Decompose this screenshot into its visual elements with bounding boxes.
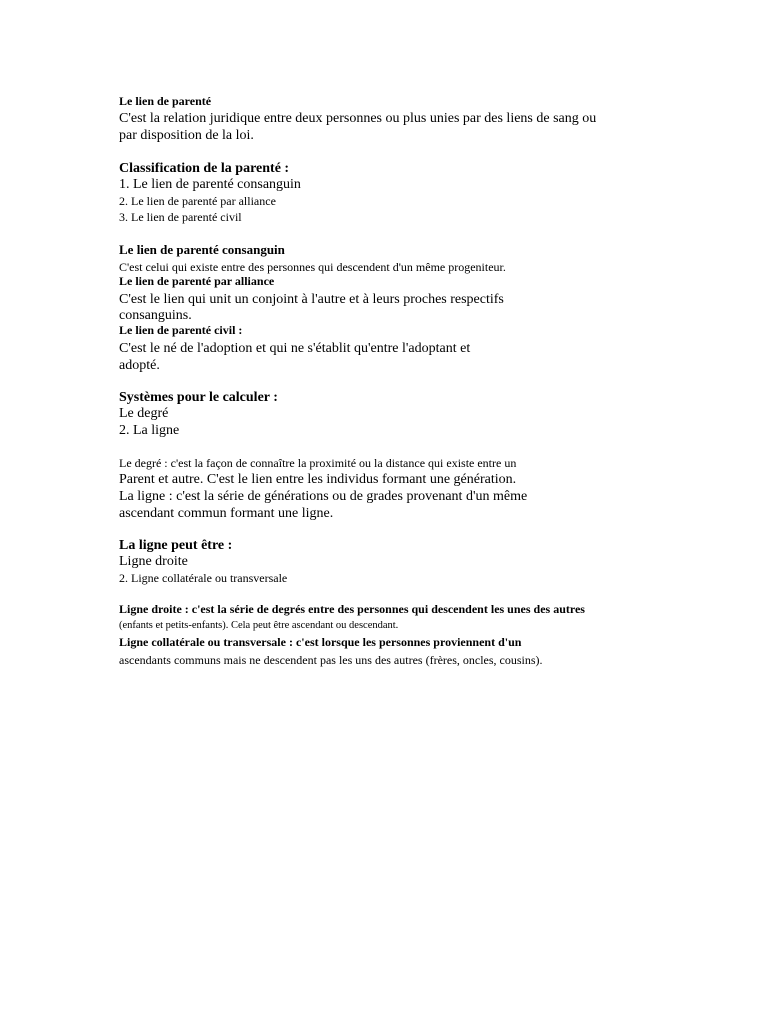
degre-definition-1: Le degré : c'est la façon de connaître la proximité ou la distance qui existe entre un: [119, 456, 517, 470]
ligne-definition-1: La ligne : c'est la série de générations ou de grades provenant d'un même: [119, 489, 528, 504]
ligne-collaterale-normal: ascendants communs mais ne descendent pas les uns des autres (frères, oncles, cousins).: [119, 653, 543, 667]
systemes-item-2: 2. La ligne: [119, 423, 180, 438]
classification-item-1: 1. Le lien de parenté consanguin: [119, 177, 301, 192]
classification-item-2: 2. Le lien de parenté par alliance: [119, 194, 276, 208]
alliance-text-1: C'est le lien qui unit un conjoint à l'autre et à leurs proches respectifs: [119, 292, 504, 307]
ligne-peut-title: La ligne peut être :: [119, 538, 233, 553]
classification-item-3: 3. Le lien de parenté civil: [119, 210, 242, 224]
systemes-item-1: Le degré: [119, 406, 169, 421]
civil-title: Le lien de parenté civil :: [119, 323, 243, 337]
classification-title: Classification de la parenté :: [119, 161, 290, 176]
ligne-definition-2: ascendant commun formant une ligne.: [119, 506, 334, 521]
alliance-title: Le lien de parenté par alliance: [119, 274, 275, 288]
civil-text-2: adopté.: [119, 358, 160, 373]
civil-text-1: C'est le né de l'adoption et qui ne s'établit qu'entre l'adoptant et: [119, 341, 471, 356]
consanguin-text: C'est celui qui existe entre des personnes qui descendent d'un même progeniteur.: [119, 260, 506, 274]
ligne-droite-normal: (enfants et petits-enfants). Cela peut être ascendant ou descendant.: [119, 620, 399, 631]
ligne-peut-item-2: 2. Ligne collatérale ou transversale: [119, 571, 288, 585]
definition-line-1: C'est la relation juridique entre deux personnes ou plus unies par des liens de sang ou: [119, 111, 597, 126]
degre-definition-2: Parent et autre. C'est le lien entre les individus formant une génération.: [119, 472, 517, 487]
systemes-title: Systèmes pour le calculer :: [119, 390, 278, 405]
consanguin-title: Le lien de parenté consanguin: [119, 242, 285, 257]
ligne-collaterale-bold: Ligne collatérale ou transversale : c'est lorsque les personnes proviennent d'un: [119, 635, 522, 649]
ligne-droite-bold: Ligne droite : c'est la série de degrés entre des personnes qui descendent les unes des autres: [119, 602, 585, 616]
alliance-text-2: consanguins.: [119, 308, 192, 323]
ligne-peut-item-1: Ligne droite: [119, 554, 188, 569]
definition-line-2: par disposition de la loi.: [119, 128, 254, 143]
heading-lien-de-parente: Le lien de parenté: [119, 94, 212, 108]
